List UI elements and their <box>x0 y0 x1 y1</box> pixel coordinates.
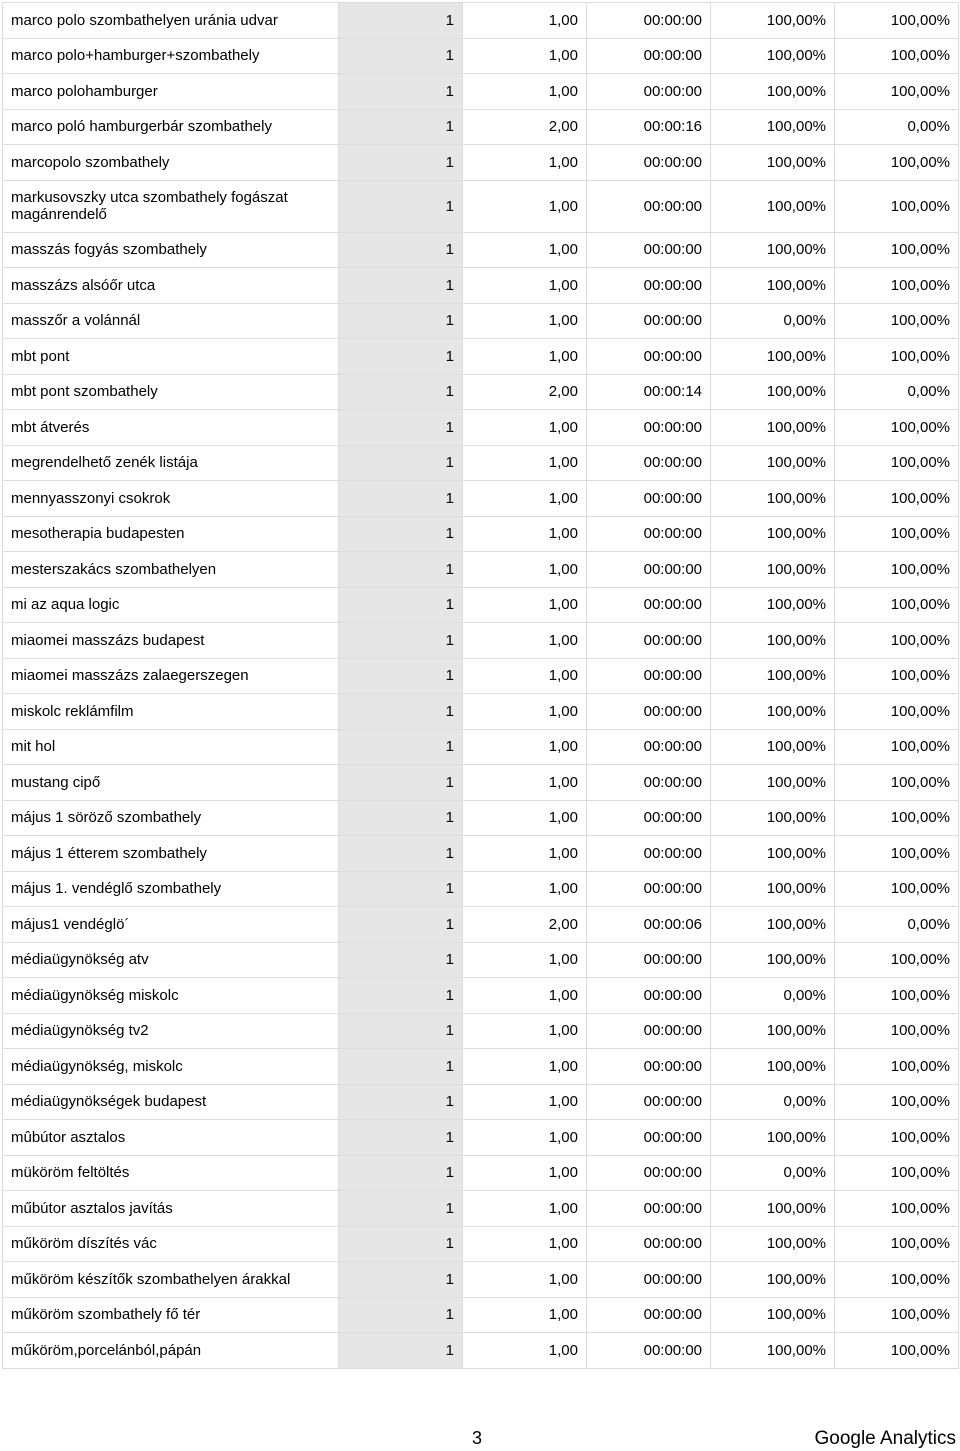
visits-cell: 1 <box>339 303 463 339</box>
new-visits-cell: 100,00% <box>711 1333 835 1369</box>
table-row <box>3 623 959 659</box>
bounce-rate-cell: 100,00% <box>835 1191 959 1227</box>
table-row <box>3 74 959 110</box>
keyword-cell: május 1 söröző szombathely <box>3 800 339 836</box>
avg-time-cell: 00:00:00 <box>587 552 711 588</box>
keyword-cell: május 1. vendéglő szombathely <box>3 871 339 907</box>
table-row <box>3 1013 959 1049</box>
avg-time-cell: 00:00:00 <box>587 1297 711 1333</box>
avg-time-cell: 00:00:00 <box>587 3 711 39</box>
new-visits-cell: 100,00% <box>711 942 835 978</box>
table-row <box>3 3 959 39</box>
keyword-cell: miskolc reklámfilm <box>3 694 339 730</box>
pages-per-visit-cell: 1,00 <box>463 410 587 446</box>
table-row <box>3 109 959 145</box>
avg-time-cell: 00:00:00 <box>587 765 711 801</box>
visits-cell: 1 <box>339 109 463 145</box>
bounce-rate-cell: 100,00% <box>835 978 959 1014</box>
bounce-rate-cell: 100,00% <box>835 694 959 730</box>
table-row <box>3 694 959 730</box>
avg-time-cell: 00:00:00 <box>587 303 711 339</box>
bounce-rate-cell: 100,00% <box>835 1049 959 1085</box>
page-footer <box>0 1424 960 1451</box>
pages-per-visit-cell: 1,00 <box>463 729 587 765</box>
keyword-cell: marco poló hamburgerbár szombathely <box>3 109 339 145</box>
keyword-cell: marcopolo szombathely <box>3 145 339 181</box>
table-row <box>3 445 959 481</box>
table-row <box>3 180 959 232</box>
visits-cell: 1 <box>339 1155 463 1191</box>
visits-cell: 1 <box>339 623 463 659</box>
bounce-rate-cell: 100,00% <box>835 1155 959 1191</box>
keyword-cell: műköröm készítők szombathelyen árakkal <box>3 1262 339 1298</box>
avg-time-cell: 00:00:00 <box>587 1333 711 1369</box>
bounce-rate-cell: 100,00% <box>835 1120 959 1156</box>
table-row <box>3 232 959 268</box>
table-row <box>3 800 959 836</box>
new-visits-cell: 100,00% <box>711 445 835 481</box>
visits-cell: 1 <box>339 694 463 730</box>
new-visits-cell: 100,00% <box>711 729 835 765</box>
table-row <box>3 765 959 801</box>
avg-time-cell: 00:00:16 <box>587 109 711 145</box>
keyword-cell: mennyasszonyi csokrok <box>3 481 339 517</box>
new-visits-cell: 100,00% <box>711 481 835 517</box>
visits-cell: 1 <box>339 1049 463 1085</box>
pages-per-visit-cell: 1,00 <box>463 516 587 552</box>
new-visits-cell: 0,00% <box>711 978 835 1014</box>
avg-time-cell: 00:00:00 <box>587 481 711 517</box>
keyword-cell: marco polo+hamburger+szombathely <box>3 38 339 74</box>
keyword-cell: mûbútor asztalos <box>3 1120 339 1156</box>
new-visits-cell: 100,00% <box>711 658 835 694</box>
table-body <box>3 3 959 1369</box>
table-row <box>3 410 959 446</box>
bounce-rate-cell: 100,00% <box>835 303 959 339</box>
keyword-cell: május 1 étterem szombathely <box>3 836 339 872</box>
table-row <box>3 481 959 517</box>
bounce-rate-cell: 100,00% <box>835 180 959 232</box>
new-visits-cell: 100,00% <box>711 1049 835 1085</box>
table-row <box>3 907 959 943</box>
visits-cell: 1 <box>339 942 463 978</box>
keyword-cell: műköröm,porcelánból,pápán <box>3 1333 339 1369</box>
visits-cell: 1 <box>339 1262 463 1298</box>
table-row <box>3 268 959 304</box>
pages-per-visit-cell: 1,00 <box>463 445 587 481</box>
avg-time-cell: 00:00:00 <box>587 516 711 552</box>
keyword-cell: mesotherapia budapesten <box>3 516 339 552</box>
avg-time-cell: 00:00:00 <box>587 145 711 181</box>
visits-cell: 1 <box>339 587 463 623</box>
new-visits-cell: 100,00% <box>711 339 835 375</box>
table-row <box>3 729 959 765</box>
pages-per-visit-cell: 1,00 <box>463 1084 587 1120</box>
table-row <box>3 303 959 339</box>
pages-per-visit-cell: 1,00 <box>463 3 587 39</box>
pages-per-visit-cell: 1,00 <box>463 38 587 74</box>
keyword-cell: miaomei masszázs budapest <box>3 623 339 659</box>
keyword-cell: masszás fogyás szombathely <box>3 232 339 268</box>
table-row <box>3 1191 959 1227</box>
pages-per-visit-cell: 1,00 <box>463 232 587 268</box>
new-visits-cell: 100,00% <box>711 410 835 446</box>
bounce-rate-cell: 100,00% <box>835 942 959 978</box>
bounce-rate-cell: 100,00% <box>835 1226 959 1262</box>
bounce-rate-cell: 100,00% <box>835 729 959 765</box>
new-visits-cell: 100,00% <box>711 1120 835 1156</box>
pages-per-visit-cell: 1,00 <box>463 978 587 1014</box>
bounce-rate-cell: 100,00% <box>835 268 959 304</box>
new-visits-cell: 100,00% <box>711 587 835 623</box>
pages-per-visit-cell: 1,00 <box>463 180 587 232</box>
visits-cell: 1 <box>339 729 463 765</box>
keyword-cell: mbt pont <box>3 339 339 375</box>
pages-per-visit-cell: 1,00 <box>463 1297 587 1333</box>
pages-per-visit-cell: 1,00 <box>463 339 587 375</box>
pages-per-visit-cell: 2,00 <box>463 907 587 943</box>
visits-cell: 1 <box>339 445 463 481</box>
avg-time-cell: 00:00:00 <box>587 623 711 659</box>
avg-time-cell: 00:00:00 <box>587 836 711 872</box>
visits-cell: 1 <box>339 978 463 1014</box>
new-visits-cell: 100,00% <box>711 800 835 836</box>
pages-per-visit-cell: 1,00 <box>463 481 587 517</box>
table-row <box>3 1084 959 1120</box>
bounce-rate-cell: 100,00% <box>835 38 959 74</box>
keyword-cell: mbt pont szombathely <box>3 374 339 410</box>
avg-time-cell: 00:00:00 <box>587 694 711 730</box>
pages-per-visit-cell: 1,00 <box>463 800 587 836</box>
bounce-rate-cell: 100,00% <box>835 3 959 39</box>
table-row <box>3 1333 959 1369</box>
visits-cell: 1 <box>339 232 463 268</box>
new-visits-cell: 100,00% <box>711 180 835 232</box>
new-visits-cell: 100,00% <box>711 232 835 268</box>
keyword-cell: marco polo szombathelyen uránia udvar <box>3 3 339 39</box>
table-row <box>3 836 959 872</box>
avg-time-cell: 00:00:00 <box>587 180 711 232</box>
keyword-cell: műköröm szombathely fő tér <box>3 1297 339 1333</box>
visits-cell: 1 <box>339 410 463 446</box>
new-visits-cell: 100,00% <box>711 1297 835 1333</box>
avg-time-cell: 00:00:00 <box>587 978 711 1014</box>
table-row <box>3 942 959 978</box>
pages-per-visit-cell: 1,00 <box>463 74 587 110</box>
bounce-rate-cell: 100,00% <box>835 1297 959 1333</box>
new-visits-cell: 100,00% <box>711 3 835 39</box>
avg-time-cell: 00:00:00 <box>587 38 711 74</box>
bounce-rate-cell: 100,00% <box>835 800 959 836</box>
table-row <box>3 587 959 623</box>
new-visits-cell: 100,00% <box>711 1226 835 1262</box>
avg-time-cell: 00:00:00 <box>587 232 711 268</box>
pages-per-visit-cell: 1,00 <box>463 1049 587 1085</box>
avg-time-cell: 00:00:14 <box>587 374 711 410</box>
avg-time-cell: 00:00:00 <box>587 729 711 765</box>
keyword-cell: médiaügynökség tv2 <box>3 1013 339 1049</box>
visits-cell: 1 <box>339 3 463 39</box>
new-visits-cell: 100,00% <box>711 1013 835 1049</box>
table-row <box>3 1262 959 1298</box>
keyword-cell: masszázs alsóőr utca <box>3 268 339 304</box>
table-row <box>3 145 959 181</box>
new-visits-cell: 100,00% <box>711 145 835 181</box>
bounce-rate-cell: 100,00% <box>835 1333 959 1369</box>
new-visits-cell: 100,00% <box>711 109 835 145</box>
avg-time-cell: 00:00:06 <box>587 907 711 943</box>
pages-per-visit-cell: 1,00 <box>463 871 587 907</box>
keyword-cell: médiaügynökség atv <box>3 942 339 978</box>
visits-cell: 1 <box>339 836 463 872</box>
keyword-cell: megrendelhető zenék listája <box>3 445 339 481</box>
new-visits-cell: 100,00% <box>711 516 835 552</box>
pages-per-visit-cell: 1,00 <box>463 1262 587 1298</box>
table-row <box>3 516 959 552</box>
pages-per-visit-cell: 1,00 <box>463 587 587 623</box>
avg-time-cell: 00:00:00 <box>587 410 711 446</box>
table-row <box>3 552 959 588</box>
visits-cell: 1 <box>339 800 463 836</box>
new-visits-cell: 0,00% <box>711 1084 835 1120</box>
avg-time-cell: 00:00:00 <box>587 1084 711 1120</box>
table-row <box>3 1226 959 1262</box>
bounce-rate-cell: 0,00% <box>835 907 959 943</box>
table-row <box>3 38 959 74</box>
visits-cell: 1 <box>339 1120 463 1156</box>
page-number: 3 <box>472 1428 483 1448</box>
keyword-cell: május1 vendéglö´ <box>3 907 339 943</box>
visits-cell: 1 <box>339 339 463 375</box>
bounce-rate-cell: 100,00% <box>835 410 959 446</box>
visits-cell: 1 <box>339 871 463 907</box>
avg-time-cell: 00:00:00 <box>587 1262 711 1298</box>
keyword-cell: műköröm díszítés vác <box>3 1226 339 1262</box>
table-row <box>3 1155 959 1191</box>
visits-cell: 1 <box>339 145 463 181</box>
visits-cell: 1 <box>339 1297 463 1333</box>
keyword-cell: műbútor asztalos javítás <box>3 1191 339 1227</box>
keyword-cell: médiaügynökségek budapest <box>3 1084 339 1120</box>
table-row <box>3 658 959 694</box>
avg-time-cell: 00:00:00 <box>587 658 711 694</box>
bounce-rate-cell: 100,00% <box>835 871 959 907</box>
visits-cell: 1 <box>339 1226 463 1262</box>
avg-time-cell: 00:00:00 <box>587 942 711 978</box>
bounce-rate-cell: 100,00% <box>835 145 959 181</box>
table-row <box>3 1297 959 1333</box>
pages-per-visit-cell: 1,00 <box>463 694 587 730</box>
new-visits-cell: 100,00% <box>711 694 835 730</box>
table-row <box>3 1120 959 1156</box>
avg-time-cell: 00:00:00 <box>587 445 711 481</box>
pages-per-visit-cell: 1,00 <box>463 1191 587 1227</box>
visits-cell: 1 <box>339 1191 463 1227</box>
visits-cell: 1 <box>339 516 463 552</box>
avg-time-cell: 00:00:00 <box>587 1013 711 1049</box>
avg-time-cell: 00:00:00 <box>587 1120 711 1156</box>
bounce-rate-cell: 0,00% <box>835 109 959 145</box>
visits-cell: 1 <box>339 1013 463 1049</box>
new-visits-cell: 100,00% <box>711 871 835 907</box>
new-visits-cell: 100,00% <box>711 1191 835 1227</box>
table-row <box>3 871 959 907</box>
bounce-rate-cell: 100,00% <box>835 516 959 552</box>
avg-time-cell: 00:00:00 <box>587 1155 711 1191</box>
pages-per-visit-cell: 2,00 <box>463 374 587 410</box>
bounce-rate-cell: 100,00% <box>835 232 959 268</box>
bounce-rate-cell: 100,00% <box>835 658 959 694</box>
visits-cell: 1 <box>339 38 463 74</box>
table-row <box>3 339 959 375</box>
new-visits-cell: 100,00% <box>711 907 835 943</box>
bounce-rate-cell: 100,00% <box>835 339 959 375</box>
bounce-rate-cell: 100,00% <box>835 74 959 110</box>
keyword-cell: médiaügynökség, miskolc <box>3 1049 339 1085</box>
avg-time-cell: 00:00:00 <box>587 268 711 304</box>
keyword-cell: mit hol <box>3 729 339 765</box>
visits-cell: 1 <box>339 1333 463 1369</box>
footer-brand: Google Analytics <box>814 1428 956 1449</box>
new-visits-cell: 100,00% <box>711 374 835 410</box>
avg-time-cell: 00:00:00 <box>587 74 711 110</box>
bounce-rate-cell: 100,00% <box>835 1084 959 1120</box>
visits-cell: 1 <box>339 907 463 943</box>
visits-cell: 1 <box>339 74 463 110</box>
pages-per-visit-cell: 1,00 <box>463 836 587 872</box>
bounce-rate-cell: 100,00% <box>835 587 959 623</box>
visits-cell: 1 <box>339 268 463 304</box>
pages-per-visit-cell: 1,00 <box>463 303 587 339</box>
keyword-cell: mbt átverés <box>3 410 339 446</box>
pages-per-visit-cell: 1,00 <box>463 268 587 304</box>
keyword-cell: miaomei masszázs zalaegerszegen <box>3 658 339 694</box>
new-visits-cell: 100,00% <box>711 765 835 801</box>
new-visits-cell: 0,00% <box>711 1155 835 1191</box>
new-visits-cell: 100,00% <box>711 74 835 110</box>
bounce-rate-cell: 100,00% <box>835 1262 959 1298</box>
avg-time-cell: 00:00:00 <box>587 1226 711 1262</box>
new-visits-cell: 100,00% <box>711 836 835 872</box>
bounce-rate-cell: 100,00% <box>835 765 959 801</box>
visits-cell: 1 <box>339 658 463 694</box>
pages-per-visit-cell: 1,00 <box>463 1155 587 1191</box>
keyword-report-table <box>2 2 959 1369</box>
table-row <box>3 374 959 410</box>
keyword-cell: müköröm feltöltés <box>3 1155 339 1191</box>
avg-time-cell: 00:00:00 <box>587 800 711 836</box>
bounce-rate-cell: 100,00% <box>835 445 959 481</box>
visits-cell: 1 <box>339 552 463 588</box>
new-visits-cell: 100,00% <box>711 623 835 659</box>
table-row <box>3 1049 959 1085</box>
avg-time-cell: 00:00:00 <box>587 1191 711 1227</box>
pages-per-visit-cell: 1,00 <box>463 1013 587 1049</box>
bounce-rate-cell: 100,00% <box>835 481 959 517</box>
pages-per-visit-cell: 2,00 <box>463 109 587 145</box>
table-row <box>3 978 959 1014</box>
new-visits-cell: 100,00% <box>711 38 835 74</box>
keyword-cell: mi az aqua logic <box>3 587 339 623</box>
avg-time-cell: 00:00:00 <box>587 1049 711 1085</box>
visits-cell: 1 <box>339 180 463 232</box>
pages-per-visit-cell: 1,00 <box>463 765 587 801</box>
bounce-rate-cell: 100,00% <box>835 623 959 659</box>
keyword-cell: marco polohamburger <box>3 74 339 110</box>
new-visits-cell: 100,00% <box>711 268 835 304</box>
pages-per-visit-cell: 1,00 <box>463 1333 587 1369</box>
keyword-cell: mesterszakács szombathelyen <box>3 552 339 588</box>
pages-per-visit-cell: 1,00 <box>463 623 587 659</box>
new-visits-cell: 100,00% <box>711 1262 835 1298</box>
avg-time-cell: 00:00:00 <box>587 871 711 907</box>
bounce-rate-cell: 0,00% <box>835 374 959 410</box>
keyword-cell: masszőr a volánnál <box>3 303 339 339</box>
new-visits-cell: 100,00% <box>711 552 835 588</box>
keyword-cell: mustang cipő <box>3 765 339 801</box>
pages-per-visit-cell: 1,00 <box>463 658 587 694</box>
pages-per-visit-cell: 1,00 <box>463 552 587 588</box>
avg-time-cell: 00:00:00 <box>587 339 711 375</box>
visits-cell: 1 <box>339 481 463 517</box>
pages-per-visit-cell: 1,00 <box>463 145 587 181</box>
keyword-cell: médiaügynökség miskolc <box>3 978 339 1014</box>
visits-cell: 1 <box>339 1084 463 1120</box>
pages-per-visit-cell: 1,00 <box>463 942 587 978</box>
visits-cell: 1 <box>339 765 463 801</box>
pages-per-visit-cell: 1,00 <box>463 1226 587 1262</box>
visits-cell: 1 <box>339 374 463 410</box>
new-visits-cell: 0,00% <box>711 303 835 339</box>
bounce-rate-cell: 100,00% <box>835 836 959 872</box>
pages-per-visit-cell: 1,00 <box>463 1120 587 1156</box>
bounce-rate-cell: 100,00% <box>835 552 959 588</box>
keyword-cell: markusovszky utca szombathely fogászat magánrendelő <box>3 180 339 232</box>
avg-time-cell: 00:00:00 <box>587 587 711 623</box>
bounce-rate-cell: 100,00% <box>835 1013 959 1049</box>
